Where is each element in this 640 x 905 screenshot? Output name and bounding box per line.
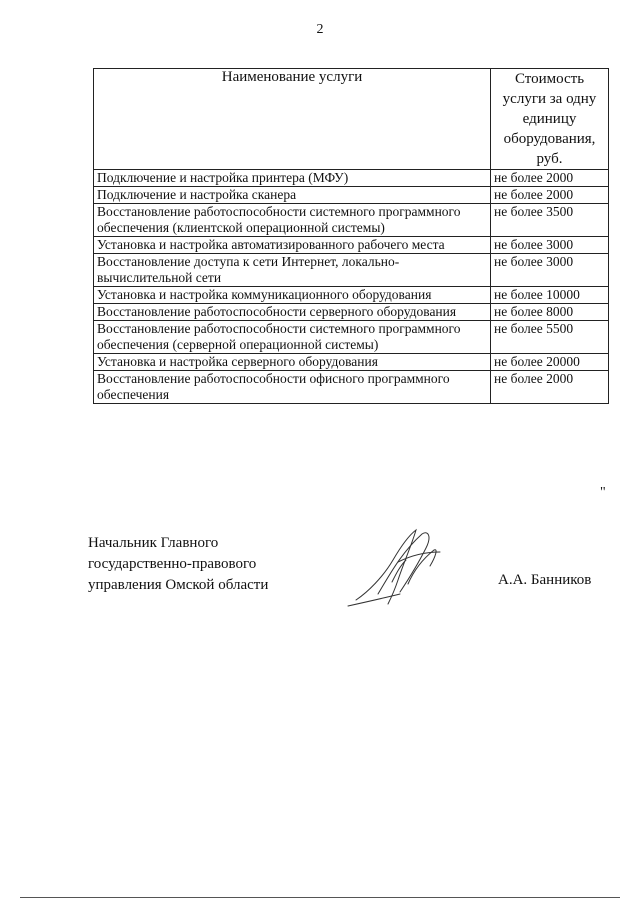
handwritten-signature [338,522,448,612]
services-table [93,68,609,404]
header-service-name: Наименование услуги [94,69,491,170]
service-name: Восстановление работоспособности офисного программного обеспечения [94,371,491,404]
page-number: 2 [316,22,324,37]
position-line: управления Омской области [88,577,269,593]
service-name: Восстановление доступа к сети Интернет, локально-вычислительной сети [94,254,491,287]
service-price: не более 5500 [491,321,609,354]
service-price: не более 3000 [491,254,609,287]
signatory-position [88,533,268,596]
table-row [94,304,609,321]
service-name: Восстановление работоспособности серверного оборудования [94,304,491,321]
table-row [94,237,609,254]
page-bottom-rule [20,897,620,898]
service-name: Подключение и настройка принтера (МФУ) [94,170,491,187]
table-row [94,371,609,404]
table-header-row [94,69,609,170]
service-price: не более 3000 [491,237,609,254]
table-row [94,287,609,304]
service-price: не более 2000 [491,187,609,204]
table-row [94,187,609,204]
service-name: Подключение и настройка сканера [94,187,491,204]
service-name: Восстановление работоспособности системного программного обеспечения (клиентской операционной системы) [94,204,491,237]
position-line: Начальник Главного [88,535,219,551]
header-service-price: Стоимость услуги за одну единицу оборудования, руб. [491,69,609,170]
service-price: не более 10000 [491,287,609,304]
table-row [94,321,609,354]
table-row [94,254,609,287]
position-line: государственно-правового [88,556,257,572]
service-price: не более 3500 [491,204,609,237]
service-name: Установка и настройка коммуникационного оборудования [94,287,491,304]
signer-name: А.А. Банников [498,572,592,588]
closing-quote-mark: " [600,485,606,500]
service-price: не более 8000 [491,304,609,321]
table-row [94,204,609,237]
table-row [94,354,609,371]
service-price: не более 20000 [491,354,609,371]
service-name: Восстановление работоспособности системного программного обеспечения (серверной операционной системы) [94,321,491,354]
table-row [94,170,609,187]
service-price: не более 2000 [491,170,609,187]
service-name: Установка и настройка серверного оборудования [94,354,491,371]
service-name: Установка и настройка автоматизированного рабочего места [94,237,491,254]
service-price: не более 2000 [491,371,609,404]
